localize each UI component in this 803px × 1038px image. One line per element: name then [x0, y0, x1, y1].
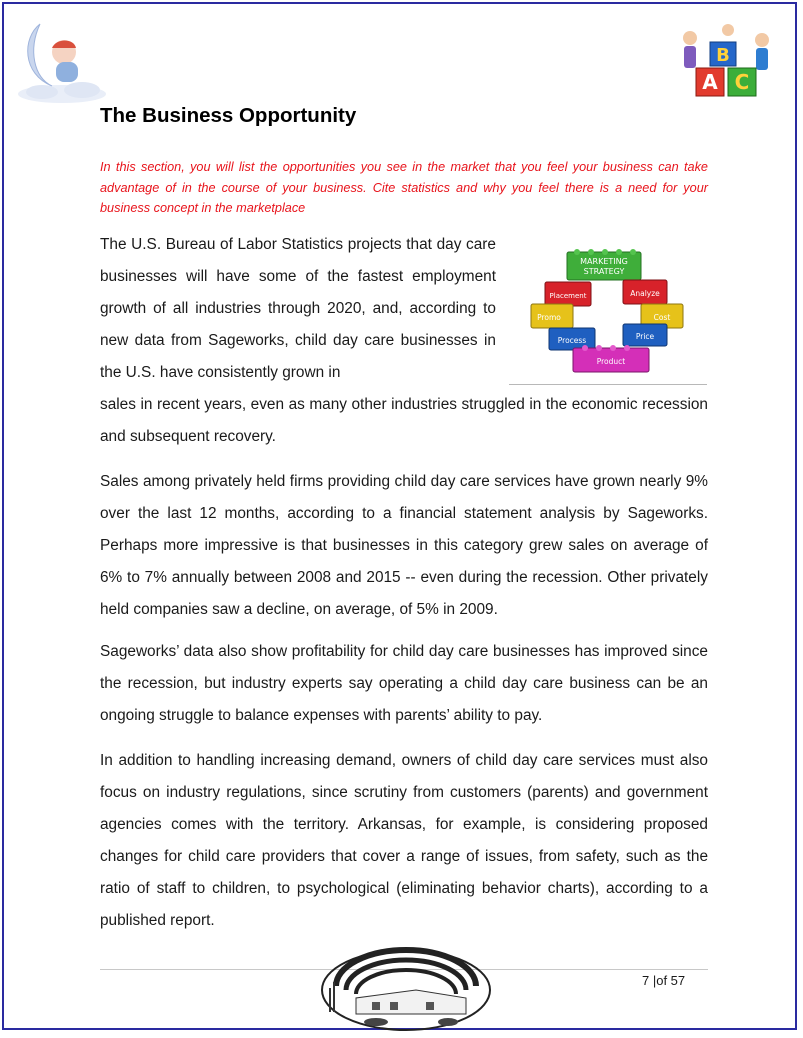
- block-label-promo: Promo: [537, 313, 561, 322]
- block-label-cost: Cost: [653, 313, 671, 322]
- document-page: [2, 2, 797, 1030]
- svg-text:C: C: [734, 70, 750, 94]
- moon-baby-logo-icon: [12, 16, 112, 106]
- block-label-analyze: Analyze: [630, 289, 660, 298]
- paragraph-1-continued-text: sales in recent years, even as many other industries struggled in the economic recession and subsequent recovery.: [100, 396, 708, 445]
- block-label-price: Price: [635, 332, 655, 341]
- paragraph-4: In addition to handling increasing demand, owners of child day care services must also focus on industry regulations, since scrutiny from customers (parents) and government agencies comes with the territory. Arkansas, for example, is considering proposed changes for child care providers that cover a range of issues, from safety, such as the ratio of staff to children, to psychological (eliminating behavior charts), according to a published report.: [100, 752, 708, 929]
- page-title: The Business Opportunity: [100, 104, 357, 127]
- abc-blocks-kids-icon: [676, 22, 776, 102]
- svg-text:A: A: [702, 70, 718, 94]
- block-label-process: Process: [557, 336, 587, 345]
- section-instructions: In this section, you will list the opportunities you see in the market that you feel your business can take advantage of in the course of your business. Cite statistics and why you feel there is a need for your business concept in the marketplace: [100, 160, 708, 215]
- block-label-placement: Placement: [549, 292, 587, 300]
- paragraph-2: Sales among privately held firms providing child day care services have grown nearly 9% over the last 12 months, according to a financial statement analysis by Sageworks. Perhaps more impressive is that businesses in this category grew sales on average of 6% to 7% annually between 2008 and 2015 -- even during the recession. Other privately held companies saw a decline, on average, of 5% in 2009.: [100, 473, 708, 618]
- paragraph-1-wrapped-text: The U.S. Bureau of Labor Statistics projects that day care businesses will have some of the fastest employment growth of all industries through 2020, and, according to new data from Sageworks, child day care businesses in the U.S. have consistently grown in: [100, 236, 496, 381]
- marketing-strategy-figure: [509, 244, 707, 385]
- paragraph-3: Sageworks’ data also show profitability for child day care businesses has improved since the recession, but industry experts say operating a child day care business can be an ongoing struggle to balance expenses with parents’ ability to pay.: [100, 643, 708, 724]
- daycare-building-icon: [316, 942, 496, 1032]
- svg-text:B: B: [716, 45, 730, 66]
- block-label-marketing-strategy: MARKETING STRATEGY: [580, 257, 628, 276]
- page-number: 7 |of 57: [642, 973, 686, 988]
- block-label-product: Product: [596, 357, 626, 366]
